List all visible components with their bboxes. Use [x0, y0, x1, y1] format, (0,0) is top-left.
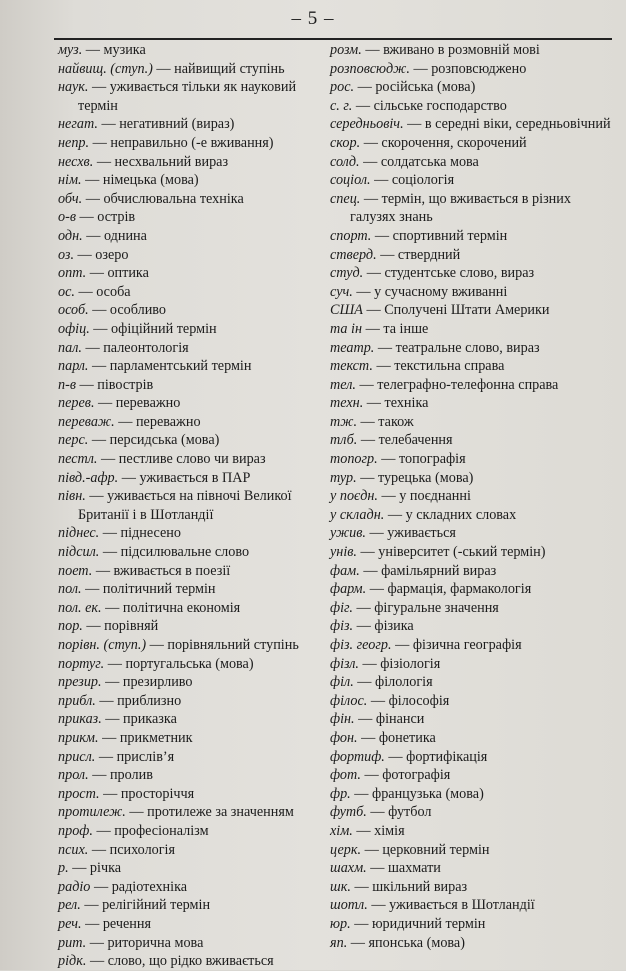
definition: — топографія: [377, 451, 466, 468]
abbreviation-entry: [58, 822, 320, 841]
abbreviation: середньовіч.: [330, 116, 404, 133]
abbreviation-entry: [330, 41, 620, 60]
abbreviation-entry: [330, 60, 620, 79]
abbreviation: пестл.: [58, 451, 98, 468]
definition: — телеграфно-телефонна справа: [355, 376, 559, 393]
definition: — політичний термін: [81, 581, 216, 598]
definition: — фігуральне значення: [352, 599, 499, 616]
abbreviation: р.: [58, 860, 69, 877]
abbreviation-entry: [330, 413, 620, 432]
abbreviation-entry: [58, 710, 320, 729]
abbreviation-entry: [58, 766, 320, 785]
definition: — фармація, фармакологія: [366, 581, 532, 598]
definition: — вживається в поезії: [92, 562, 231, 579]
abbreviation: філ.: [330, 674, 354, 691]
abbreviation: стверд.: [330, 246, 377, 263]
abbreviation-entry: [330, 673, 620, 692]
abbreviation: приказ.: [58, 711, 102, 728]
abbreviation-entry: [330, 785, 620, 804]
abbreviation: студ.: [330, 265, 364, 282]
abbreviation: о-в: [58, 209, 76, 226]
abbreviation-entry: [330, 878, 620, 897]
abbreviation-entry: [330, 655, 620, 674]
abbreviation-entry: [58, 115, 320, 134]
definition: — піднесено: [99, 525, 181, 542]
definition: — негативний (вираз): [97, 116, 235, 133]
abbreviation: фортиф.: [330, 748, 385, 765]
abbreviation-entry: [330, 636, 620, 655]
abbreviation: рідк.: [58, 953, 87, 970]
abbreviation: фам.: [330, 562, 360, 579]
abbreviation-entry: [58, 357, 320, 376]
abbreviation: протилеж.: [58, 804, 126, 821]
definition: — уживається тільки як науковий термін: [78, 79, 297, 114]
definition: — у складних словах: [384, 506, 517, 523]
definition: — речення: [81, 915, 151, 932]
definition: — особливо: [88, 302, 166, 319]
abbreviation-entry: [330, 710, 620, 729]
definition: — особа: [74, 283, 131, 300]
abbreviation: фон.: [330, 729, 358, 746]
definition: — пестливе слово чи вираз: [97, 451, 266, 468]
abbreviation: прикм.: [58, 729, 99, 746]
definition: — фінанси: [354, 711, 425, 728]
abbreviation: тур.: [330, 469, 357, 486]
definition: — хімія: [352, 822, 405, 839]
abbreviation-entry: [58, 673, 320, 692]
abbreviation-entry: [58, 803, 320, 822]
abbreviation-entry: [330, 915, 620, 934]
abbreviation-entry: [330, 339, 620, 358]
abbreviation-entry: [58, 320, 320, 339]
definition: — пролив: [88, 767, 153, 784]
abbreviation: шотл.: [330, 897, 368, 914]
definition: — французька (мова): [350, 785, 484, 802]
abbreviation-entry: [58, 171, 320, 190]
abbreviation-entry: [330, 134, 620, 153]
abbreviation-entry: [330, 171, 620, 190]
abbreviation: радіо: [58, 878, 91, 895]
definition: — уживається на півночі Великої Британії і в Шотландії: [78, 488, 292, 523]
definition: — приблизно: [95, 692, 182, 709]
definition: — неправильно (-е вживання): [89, 134, 274, 151]
definition: — фонетика: [357, 729, 436, 746]
definition: — найвищий ступінь: [152, 60, 285, 77]
definition: — російська (мова): [354, 79, 476, 96]
abbreviation: церк.: [330, 841, 362, 858]
definition: — обчислювальна техніка: [82, 190, 244, 207]
definition: — сільське господарство: [352, 97, 507, 114]
abbreviation-entry: [58, 543, 320, 562]
abbreviation: парл.: [58, 358, 89, 375]
definition: — театральне слово, вираз: [374, 339, 540, 356]
abbreviation: розповсюдж.: [330, 60, 410, 77]
abbreviation-entry: [330, 841, 620, 860]
abbreviation: пол.: [58, 581, 82, 598]
abbreviation: презир.: [58, 674, 102, 691]
abbreviation-entry: [58, 208, 320, 227]
definition: — телебачення: [357, 432, 453, 449]
abbreviation: фіг.: [330, 599, 353, 616]
abbreviation: шк.: [330, 878, 351, 895]
abbreviation: обч.: [58, 190, 83, 207]
abbreviation: порівн. (ступ.): [58, 637, 147, 653]
abbreviation: півн.: [58, 488, 86, 505]
abbreviation-entry: [330, 246, 620, 265]
abbreviation-entry: [58, 339, 320, 358]
definition: — вживано в розмовній мові: [361, 42, 540, 58]
definition: — слово, що рідко вживається: [86, 953, 274, 970]
abbreviation: фарм.: [330, 581, 367, 598]
definition: — політична економія: [101, 599, 241, 616]
definition: — прислів’я: [95, 748, 175, 765]
abbreviation: несхв.: [58, 153, 94, 170]
definition: — фізика: [353, 618, 414, 635]
definition: — приказка: [101, 711, 177, 728]
abbreviation: пол. ек.: [58, 599, 102, 616]
definition: — студентське слово, вираз: [363, 265, 535, 282]
definition: — риторична мова: [86, 934, 204, 951]
abbreviation: яп.: [330, 934, 348, 951]
abbreviation: поет.: [58, 562, 93, 579]
abbreviation: переваж.: [58, 413, 115, 430]
abbreviation-entry: [330, 729, 620, 748]
abbreviation-entry: [330, 487, 620, 506]
definition: — переважно: [94, 395, 181, 412]
definition: — техніка: [363, 395, 429, 412]
definition: — порівняльний ступінь: [146, 637, 299, 653]
definition: — також: [357, 413, 414, 430]
abbreviation: суч.: [330, 283, 353, 300]
abbreviation: рос.: [330, 79, 355, 96]
definition: — соціологія: [370, 172, 455, 189]
abbreviation: та ін: [330, 320, 363, 337]
abbreviation: проф.: [58, 822, 93, 839]
definition: — релігійний термін: [80, 897, 211, 914]
abbreviation-entry: [58, 580, 320, 599]
abbreviation: США: [330, 302, 363, 319]
right-column: [330, 41, 620, 952]
definition: — музика: [82, 42, 146, 58]
abbreviation: негат.: [58, 116, 98, 133]
abbreviation-entry: [330, 227, 620, 246]
page-number: – 5 –: [291, 8, 335, 29]
abbreviation-entry: [330, 376, 620, 395]
abbreviation-entry: [58, 934, 320, 953]
abbreviation: розм.: [330, 42, 362, 58]
definition: — фортифікація: [384, 748, 488, 765]
definition: — термін, що вживається в різних галузях знань: [350, 190, 571, 226]
abbreviation: пор.: [58, 618, 83, 635]
abbreviation-entry: [330, 115, 620, 134]
abbreviation-entry: [58, 692, 320, 711]
abbreviation: унів.: [330, 544, 357, 561]
abbreviation: скор.: [330, 134, 361, 151]
abbreviation-entry: [58, 469, 320, 488]
abbreviation-entry: [58, 376, 320, 395]
definition: — філософія: [367, 692, 450, 709]
definition: — у сучасному вживанні: [352, 283, 508, 300]
abbreviation: підсил.: [58, 544, 100, 561]
abbreviation: ужив.: [330, 525, 366, 542]
abbreviation: текст.: [330, 358, 373, 375]
abbreviation-entry: [330, 301, 620, 320]
definition: — спортивний термін: [371, 227, 508, 244]
definition: — Сполучені Штати Америки: [362, 302, 550, 319]
definition: — презирливо: [101, 674, 193, 691]
abbreviation: присл.: [58, 748, 96, 765]
abbreviation: п-в: [58, 376, 76, 393]
abbreviation: реч.: [58, 915, 82, 932]
abbreviation: юр.: [330, 915, 351, 932]
abbreviation-entry: [330, 524, 620, 543]
left-column: [58, 41, 320, 971]
abbreviation-entry: [330, 822, 620, 841]
abbreviation-entry: [330, 506, 620, 525]
definition: — однина: [82, 227, 147, 244]
abbreviation: прол.: [58, 767, 89, 784]
definition: — озеро: [74, 246, 129, 263]
abbreviation: фіз. геогр.: [330, 637, 392, 653]
abbreviation: півд.-афр.: [58, 469, 119, 486]
abbreviation-entry: [58, 394, 320, 413]
abbreviation-entry: [330, 78, 620, 97]
abbreviation-entry: [330, 394, 620, 413]
abbreviation-entry: [58, 153, 320, 172]
abbreviation: нім.: [58, 172, 82, 189]
abbreviation: ос.: [58, 283, 75, 300]
abbreviation-entry: [330, 748, 620, 767]
abbreviation-entry: [330, 896, 620, 915]
definition: — персидська (мова): [88, 432, 220, 449]
abbreviation: філос.: [330, 692, 368, 709]
abbreviation-entry: [330, 153, 620, 172]
abbreviation: пал.: [58, 339, 82, 356]
abbreviation: піднес.: [58, 525, 100, 542]
abbreviation-entry: [58, 524, 320, 543]
abbreviation: хім.: [330, 822, 353, 839]
abbreviation: прибл.: [58, 692, 96, 709]
abbreviation: фр.: [330, 785, 351, 802]
definition: — уживається: [365, 525, 456, 542]
abbreviation-entry: [330, 283, 620, 302]
definition: — фотографія: [360, 767, 451, 784]
abbreviation: техн.: [330, 395, 364, 412]
abbreviation: соціол.: [330, 172, 371, 189]
abbreviation: топогр.: [330, 451, 378, 468]
definition: — півострів: [75, 376, 154, 393]
abbreviation: спец.: [330, 190, 361, 207]
abbreviation: псих.: [58, 841, 89, 858]
abbreviation: непр.: [58, 134, 90, 151]
definition: — просторіччя: [99, 785, 195, 802]
abbreviation-entry: [58, 264, 320, 283]
abbreviation-entry: [330, 469, 620, 488]
abbreviation-entry: [58, 785, 320, 804]
definition: — фізіологія: [358, 655, 441, 672]
abbreviation-entry: [330, 934, 620, 953]
definition: — футбол: [366, 804, 432, 821]
definition: — прикметник: [98, 729, 193, 746]
abbreviation-entry: [58, 915, 320, 934]
abbreviation-entry: [58, 952, 320, 971]
abbreviation-entry: [58, 896, 320, 915]
abbreviation-entry: [330, 803, 620, 822]
definition: — скорочення, скорочений: [360, 134, 527, 151]
definition: — переважно: [114, 413, 201, 430]
abbreviation: солд.: [330, 153, 360, 170]
abbreviation-entry: [58, 246, 320, 265]
abbreviation-entry: [58, 413, 320, 432]
abbreviation: португ.: [58, 655, 105, 672]
definition: — португальська (мова): [104, 655, 254, 672]
abbreviation-entry: [330, 692, 620, 711]
definition: — філологія: [353, 674, 433, 691]
abbreviation-entry: [58, 431, 320, 450]
abbreviation-entry: [58, 283, 320, 302]
abbreviation-entry: [330, 450, 620, 469]
abbreviation-entry: [58, 487, 320, 524]
abbreviation-entry: [58, 450, 320, 469]
abbreviation: одн.: [58, 227, 83, 244]
abbreviation-entry: [58, 562, 320, 581]
definition: — текстильна справа: [372, 358, 505, 375]
abbreviation-entry: [330, 543, 620, 562]
abbreviation-entry: [58, 878, 320, 897]
abbreviation-entry: [58, 599, 320, 618]
definition: — університет (-ський термін): [356, 544, 546, 561]
definition: — парламентський термін: [88, 358, 252, 375]
definition: — протилеже за значенням: [125, 804, 294, 821]
abbreviation: спорт.: [330, 227, 372, 244]
abbreviation-entry: [330, 190, 620, 227]
abbreviation-entry: [58, 41, 320, 60]
definition: — несхвальний вираз: [93, 153, 229, 170]
abbreviation: найвищ. (ступ.): [58, 60, 153, 77]
abbreviation-entry: [58, 78, 320, 115]
definition: — офіційний термін: [89, 320, 217, 337]
abbreviation-entry: [58, 841, 320, 860]
abbreviation: оз.: [58, 246, 74, 263]
abbreviation-entry: [58, 859, 320, 878]
abbreviation-entry: [330, 562, 620, 581]
abbreviation: тлб.: [330, 432, 358, 449]
abbreviation-entry: [330, 320, 620, 339]
abbreviation: с. г.: [330, 97, 353, 114]
abbreviation-entry: [58, 190, 320, 209]
abbreviation: у поєдн.: [330, 488, 378, 505]
definition: — церковний термін: [361, 841, 490, 858]
definition: — солдатська мова: [359, 153, 479, 170]
abbreviation-entry: [330, 617, 620, 636]
definition: — психологія: [88, 841, 176, 858]
abbreviation: особ.: [58, 302, 89, 319]
abbreviation-entry: [58, 617, 320, 636]
definition: — фізична географія: [391, 637, 522, 653]
abbreviation-entry: [58, 134, 320, 153]
abbreviation-entry: [330, 859, 620, 878]
abbreviation-entry: [330, 431, 620, 450]
abbreviation: рел.: [58, 897, 81, 914]
abbreviation: футб.: [330, 804, 367, 821]
abbreviation-entry: [330, 97, 620, 116]
abbreviation-entry: [58, 729, 320, 748]
definition: — порівняй: [82, 618, 159, 635]
abbreviation: перс.: [58, 432, 89, 449]
definition: — уживається в ПАР: [118, 469, 251, 486]
definition: — японська (мова): [347, 934, 465, 951]
abbreviation: опт.: [58, 265, 87, 282]
abbreviation-entry: [330, 357, 620, 376]
definition: — підсилювальне слово: [99, 544, 250, 561]
abbreviation: муз.: [58, 42, 83, 58]
abbreviation-entry: [330, 599, 620, 618]
definition: — фамільярний вираз: [359, 562, 497, 579]
abbreviation-entry: [58, 748, 320, 767]
abbreviation: фізл.: [330, 655, 359, 672]
definition: — ствердний: [376, 246, 461, 263]
definition: — уживається в Шотландії: [367, 897, 535, 914]
abbreviation-entry: [58, 60, 320, 79]
header-rule: [54, 38, 612, 40]
abbreviation-entry: [330, 580, 620, 599]
definition: — шкільний вираз: [350, 878, 468, 895]
abbreviation: фіз.: [330, 618, 354, 635]
definition: — оптика: [86, 265, 149, 282]
definition: — професіоналізм: [92, 822, 209, 839]
abbreviation: тж.: [330, 413, 357, 430]
definition: — радіотехніка: [90, 878, 188, 895]
abbreviation: перев.: [58, 395, 95, 412]
definition: — розповсюджено: [409, 60, 527, 77]
definition: — острів: [75, 209, 136, 226]
abbreviation: шахм.: [330, 860, 367, 877]
definition: — шахмати: [366, 860, 441, 877]
abbreviation-entry: [58, 655, 320, 674]
abbreviation-entry: [330, 766, 620, 785]
abbreviation: офіц.: [58, 320, 90, 337]
definition: — палеонтологія: [81, 339, 189, 356]
definition: — турецька (мова): [356, 469, 474, 486]
definition: — у поєднанні: [377, 488, 471, 505]
abbreviation: театр.: [330, 339, 375, 356]
abbreviation: у складн.: [330, 506, 385, 523]
definition: — річка: [68, 860, 122, 877]
abbreviation: рит.: [58, 934, 87, 951]
abbreviation: наук.: [58, 79, 89, 96]
abbreviation-entry: [330, 264, 620, 283]
abbreviation: фот.: [330, 767, 361, 784]
definition: — та інше: [362, 320, 429, 337]
abbreviation: прост.: [58, 785, 100, 802]
abbreviation: фін.: [330, 711, 355, 728]
definition: — в середні віки, середньовічний: [403, 116, 611, 133]
abbreviation-entry: [58, 636, 320, 655]
abbreviation-entry: [58, 301, 320, 320]
definition: — юридичний термін: [350, 915, 486, 932]
abbreviation: тел.: [330, 376, 356, 393]
definition: — німецька (мова): [81, 172, 199, 189]
abbreviation-entry: [58, 227, 320, 246]
